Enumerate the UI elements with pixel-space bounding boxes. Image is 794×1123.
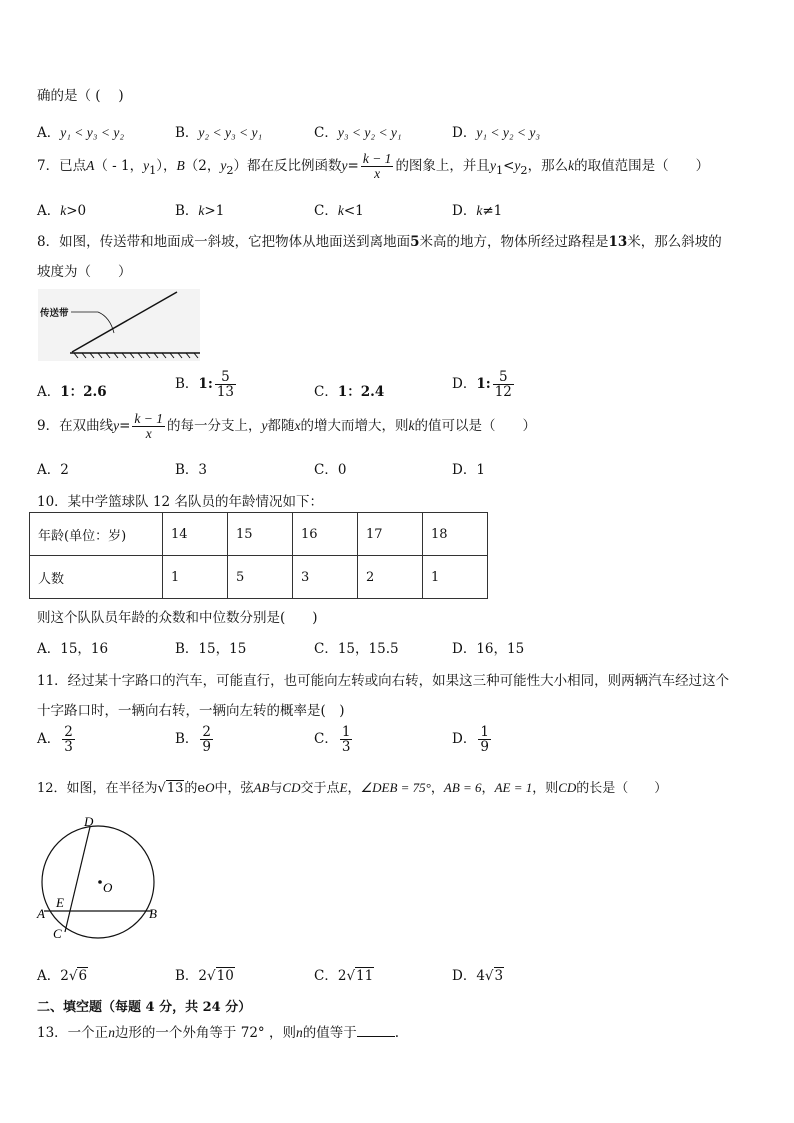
q6-tail-text: 确的是（ ( ) xyxy=(37,88,124,104)
q7-option-b: B．k>1 xyxy=(175,203,225,219)
label-b: B xyxy=(149,906,157,921)
q13-stem: 13．一个正n边形的一个外角等于 72° ，则n的值等于 . xyxy=(37,1025,399,1041)
conveyor-diagram xyxy=(38,289,200,361)
q10-option-b: B．15，15 xyxy=(175,641,247,657)
q8-stem-line1: 8．如图，传送带和地面成一斜坡，它把物体从地面送到离地面5米高的地方，物体所经过路程是13米，那么斜坡的 xyxy=(37,234,722,250)
q10-option-a: A．15，16 xyxy=(37,641,109,657)
q12-option-c: C．2√11 xyxy=(314,968,374,984)
q9-option-b: B．3 xyxy=(175,462,208,478)
q7-stem: 7．已点A（ - 1，$y_1$），B（2，$y_2$）都在反比例函数y= $\frac{k - 1}{x}$ 的图象上，并且$y_1<y_2$，那么k的取值范围是（ ） xyxy=(37,151,710,182)
conveyor-figure xyxy=(38,289,200,361)
q9-option-d: D．1 xyxy=(452,462,485,478)
q12-stem: 12．如图，在半径为√13的eO中，弦AB与CD交于点E，∠DEB = 75°，AB = 6，AE = 1，则CD的长是（ ） xyxy=(37,780,668,796)
label-leader-line xyxy=(71,312,114,333)
q9-stem: 9．在双曲线y= $\frac{k - 1}{x}$ 的每一分支上，y都随x的增大而增大，则k的值可以是（ ） xyxy=(37,411,537,442)
label-c: C xyxy=(53,926,62,941)
q11-stem-line2: 十字路口时，一辆向右转，一辆向左转的概率是( ) xyxy=(37,703,345,719)
table-header-count: 人数 xyxy=(30,556,163,599)
table-cell: 16 xyxy=(293,513,358,556)
q8-stem-line2: 坡度为（ ） xyxy=(37,264,132,280)
q10-intro: 10．某中学篮球队 12 名队员的年龄情况如下： xyxy=(37,494,323,510)
q12-option-b: B．2√10 xyxy=(175,968,234,984)
q6-option-c: C．y₃ < y₂ < y₁ xyxy=(314,125,402,141)
q10-question: 则这个队队员年龄的众数和中位数分别是( ) xyxy=(37,610,318,626)
table-row xyxy=(30,556,488,599)
q9-option-a: A．2 xyxy=(37,462,69,478)
conveyor-belt-line xyxy=(72,292,177,352)
q8-option-b: B．1: $\frac{5}{13}$ xyxy=(175,369,234,401)
table-cell: 1 xyxy=(423,556,488,599)
table-cell: 17 xyxy=(358,513,423,556)
q11-option-d: D． $\frac{1}{9}$ xyxy=(452,724,489,756)
label-a: A xyxy=(37,906,45,921)
q6-option-b: B．y₂ < y₃ < y₁ xyxy=(175,125,263,141)
q12-option-d: D．4√3 xyxy=(452,968,504,984)
q7-option-c: C．k<1 xyxy=(314,203,364,219)
q11-option-a: A． $\frac{2}{3}$ xyxy=(37,724,73,756)
circle-diagram xyxy=(34,810,164,945)
table-header-age: 年龄(单位：岁) xyxy=(30,513,163,556)
q8-option-c: C．1：2.4 xyxy=(314,384,385,400)
table-cell: 5 xyxy=(228,556,293,599)
q11-option-b: B． $\frac{2}{9}$ xyxy=(175,724,212,756)
circle-figure xyxy=(34,810,164,945)
q9-option-c: C．0 xyxy=(314,462,347,478)
table-cell: 1 xyxy=(163,556,228,599)
age-table xyxy=(29,512,488,599)
q6-option-d: D．y₁ < y₂ < y₃ xyxy=(452,125,541,141)
center-point xyxy=(98,880,102,884)
table-cell: 14 xyxy=(163,513,228,556)
q7-option-d: D．k≠1 xyxy=(452,203,503,219)
answer-blank[interactable] xyxy=(357,1036,395,1037)
table-cell: 2 xyxy=(358,556,423,599)
q10-option-c: C．15，15.5 xyxy=(314,641,399,657)
table-row xyxy=(30,513,488,556)
q11-stem-line1: 11．经过某十字路口的汽车，可能直行，也可能向左转或向右转，如果这三种可能性大小相同，则两辆汽车经过这个 xyxy=(37,673,730,689)
section-heading: 二、填空题（每题 4 分，共 24 分） xyxy=(37,1000,252,1015)
q7-fraction: $\frac{k - 1}{x}$ xyxy=(362,151,392,182)
label-e: E xyxy=(56,895,64,910)
q6-option-a: A．y₁ < y₃ < y₂ xyxy=(37,125,125,141)
table-cell: 18 xyxy=(423,513,488,556)
circle-outline xyxy=(42,826,154,938)
q8-option-d: D．1: $\frac{5}{12}$ xyxy=(452,369,512,401)
label-o: O xyxy=(103,880,113,895)
chord-cd xyxy=(65,827,90,932)
label-d: D xyxy=(84,814,94,829)
q11-option-c: C． $\frac{1}{3}$ xyxy=(314,724,351,756)
q7-option-a: A．k>0 xyxy=(37,203,87,219)
table-cell: 3 xyxy=(293,556,358,599)
conveyor-label: 传送带 xyxy=(40,308,69,319)
table-cell: 15 xyxy=(228,513,293,556)
q8-option-a: A．1：2.6 xyxy=(37,384,107,400)
q10-option-d: D．16，15 xyxy=(452,641,525,657)
q12-option-a: A．2√6 xyxy=(37,968,88,984)
